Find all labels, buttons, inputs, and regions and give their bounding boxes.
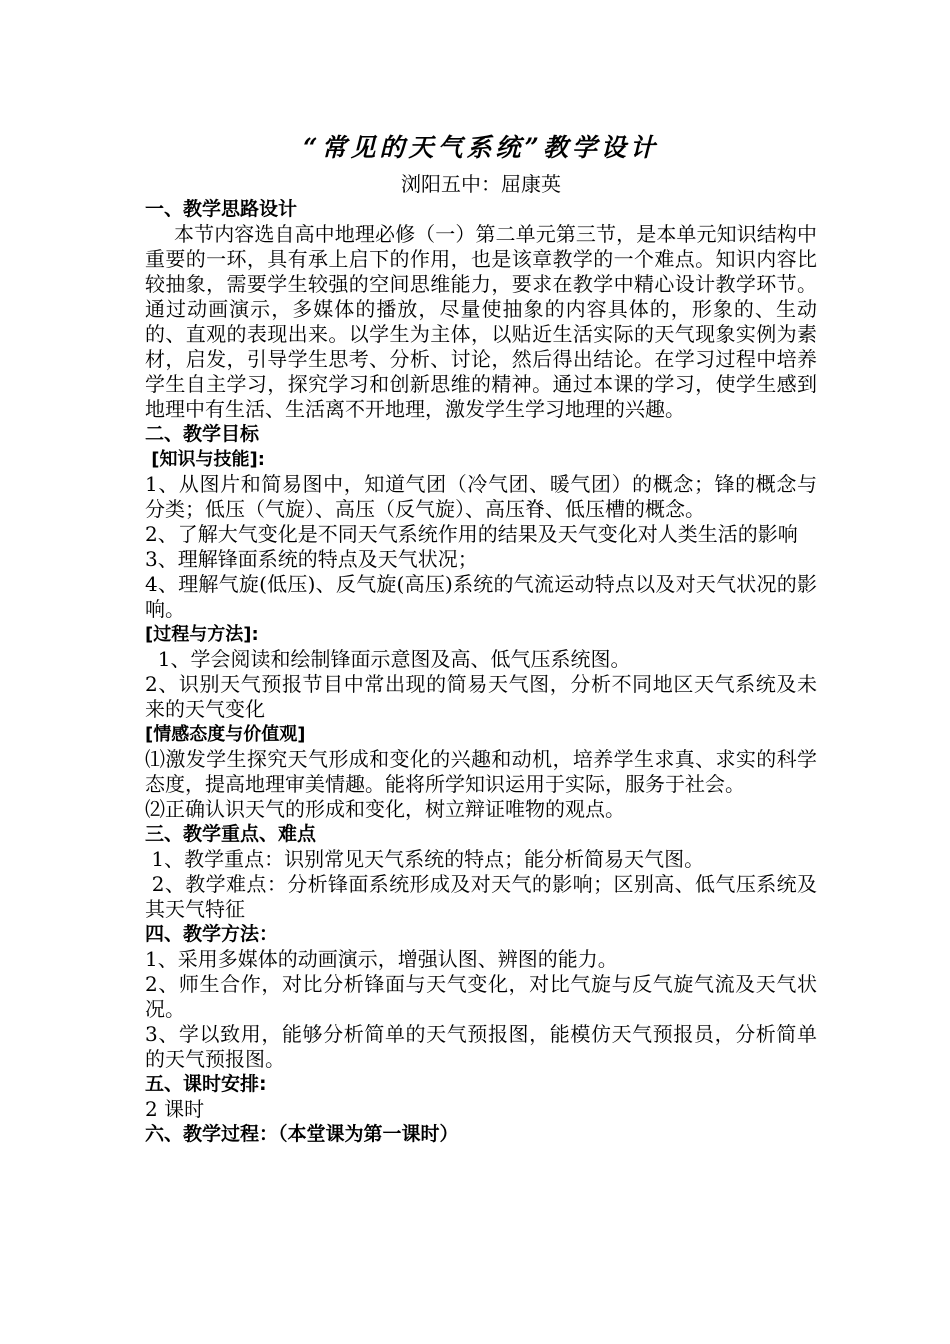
section-heading-key-points: 三、教学重点、难点 — [145, 823, 317, 845]
section-heading-process: 六、教学过程：（本堂课为第一课时） — [145, 1123, 459, 1145]
objective-item: 2、了解大气变化是不同天气系统作用的结果及天气变化对人类生活的影响 — [145, 522, 798, 546]
objective-item: 1、从图片和简易图中，知道气团（冷气团、暖气团）的概念；锋的概念与分类；低压（气旋）、高压（反气旋）、高压脊、低压槽的概念。 — [145, 472, 817, 521]
objective-item: 3、理解锋面系统的特点及天气状况； — [145, 547, 478, 571]
method-item: 2、师生合作，对比分析锋面与天气变化，对比气旋与反气旋气流及天气状况。 — [145, 972, 817, 1021]
document-title: “常见的天气系统”教学设计 — [303, 133, 659, 162]
schedule-item: 2 课时 — [145, 1097, 205, 1121]
objective-item: ⑴激发学生探究天气形成和变化的兴趣和动机，培养学生求真、求实的科学态度，提高地理审美情趣。能将所学知识运用于实际，服务于社会。 — [145, 747, 817, 796]
subheading-attitude-values: [情感态度与价值观] — [145, 724, 306, 745]
subheading-process-methods: [过程与方法]: — [145, 624, 259, 645]
document-page — [145, 128, 817, 1147]
method-item: 1、采用多媒体的动画演示，增强认图、辨图的能力。 — [145, 947, 618, 971]
subheading-knowledge-skills: [知识与技能]: — [145, 449, 265, 470]
objective-item: 2、识别天气预报节目中常出现的简易天气图，分析不同地区天气系统及未来的天气变化 — [145, 672, 817, 721]
objective-item: 1、学会阅读和绘制锋面示意图及高、低气压系统图。 — [145, 647, 631, 671]
objective-item: 4、理解气旋(低压)、反气旋(高压)系统的气流运动特点以及对天气状况的影响。 — [145, 572, 817, 621]
section-heading-schedule: 五、课时安排: — [145, 1073, 267, 1095]
method-item: 3、学以致用，能够分析简单的天气预报图，能模仿天气预报员，分析简单的天气预报图。 — [145, 1022, 817, 1071]
section-heading-objectives: 二、教学目标 — [145, 423, 260, 445]
key-point-item: 1、教学重点：识别常见天气系统的特点；能分析简易天气图。 — [145, 847, 705, 871]
objective-item: ⑵正确认识天气的形成和变化，树立辩证唯物的观点。 — [145, 797, 625, 821]
key-point-item: 2、教学难点：分析锋面系统形成及对天气的影响；区别高、低气压系统及其天气特征 — [145, 872, 817, 921]
section-heading-teaching-idea: 一、教学思路设计 — [145, 198, 298, 220]
section-paragraph-teaching-idea: 本节内容选自高中地理必修（一）第二单元第三节，是本单元知识结构中重要的一环，具有承上启下的作用，也是该章教学的一个难点。知识内容比较抽象，需要学生较强的空间思维能力，要求在教学中精心设计教学环节。通过动画演示，多媒体的播放，尽量使抽象的内容具体的，形象的、生动的、直观的表现出来。以学生为主体，以贴近生活实际的天气现象实例为素材，启发，引导学生思考、分析、讨论，然后得出结论。在学习过程中培养学生自主学习，探究学习和创新思维的精神。通过本课的学习，使学生感到地理中有生活、生活离不开地理，激发学生学习地理的兴趣。 — [145, 222, 817, 421]
section-heading-methods: 四、教学方法： — [145, 923, 279, 945]
document-author: 浏阳五中：屈康英 — [401, 172, 561, 196]
